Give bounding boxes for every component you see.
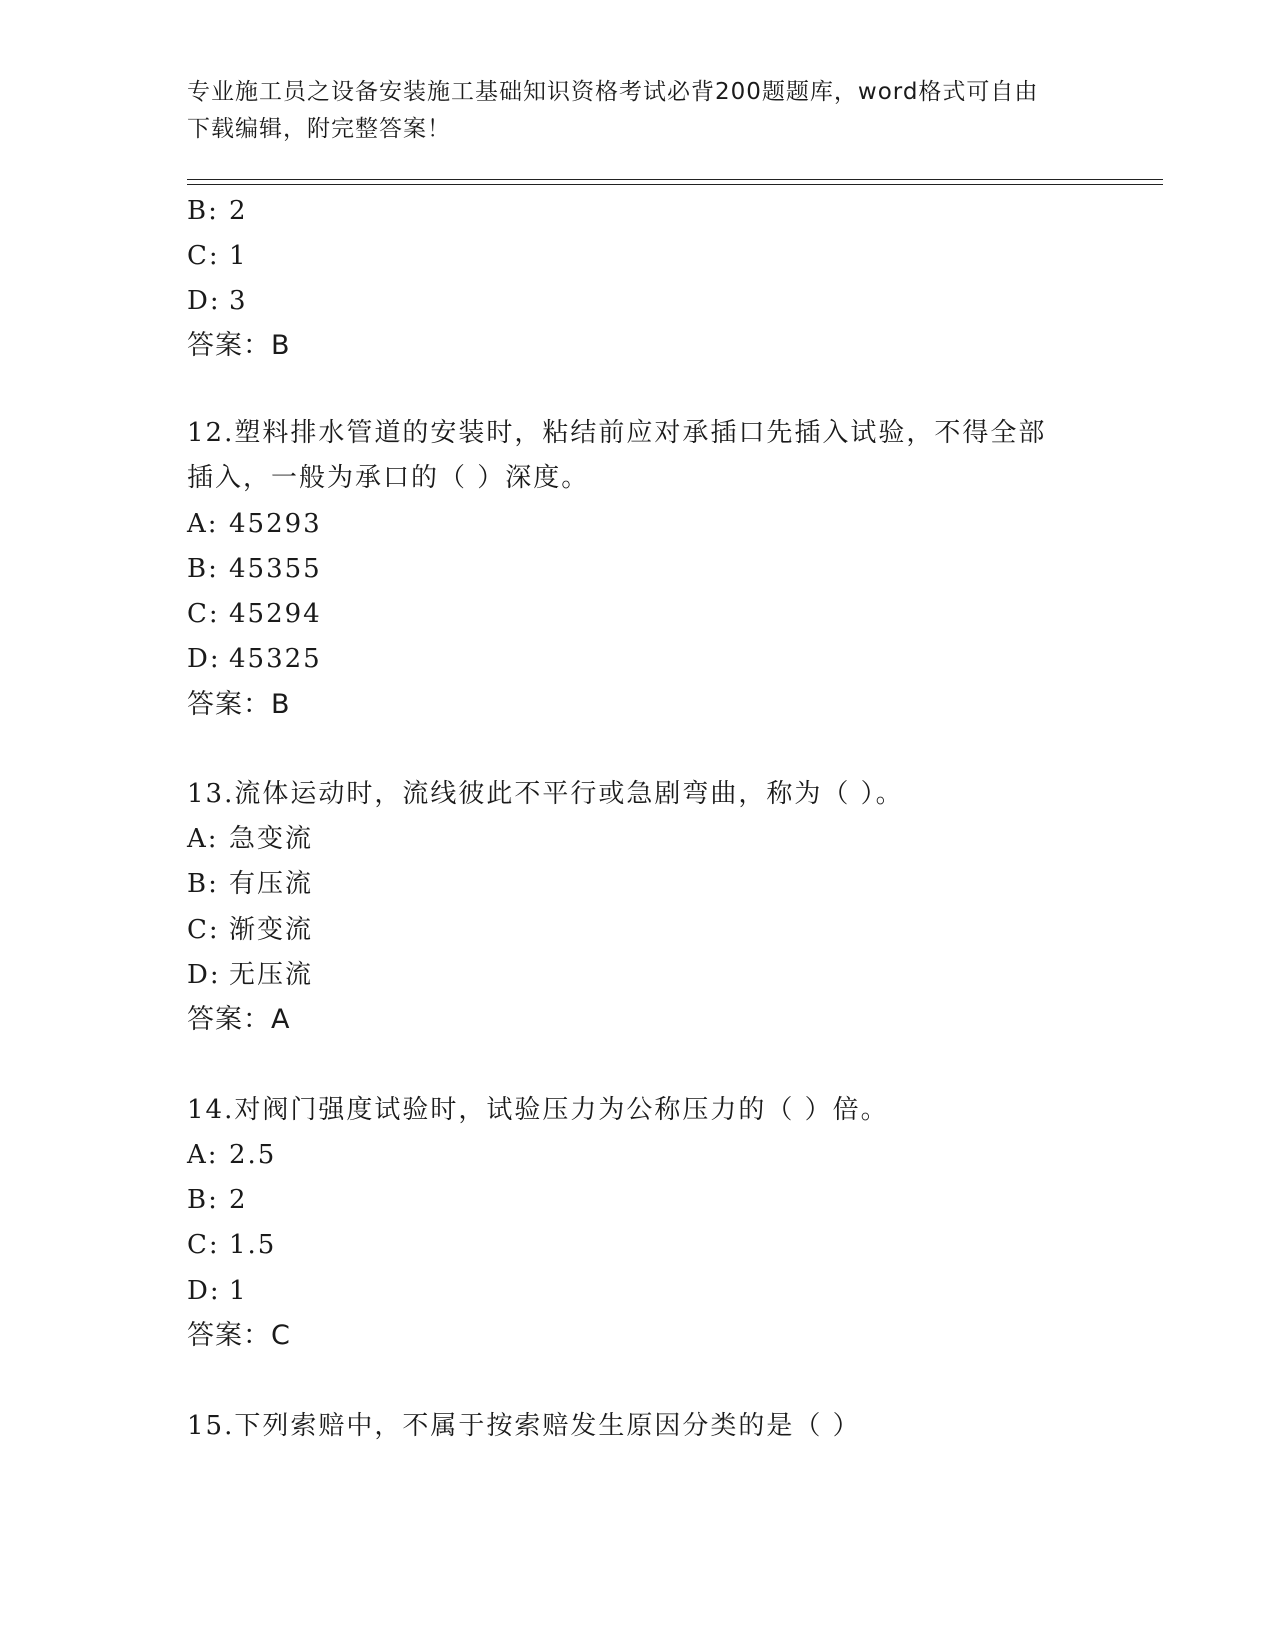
- question-14-option-d: D: 1: [187, 1276, 248, 1306]
- question-12-option-d: D: 45325: [187, 644, 322, 674]
- question-14-stem: 14.对阀门强度试验时，试验压力为公称压力的（ ）倍。: [187, 1095, 889, 1125]
- question-14-option-b: B: 2: [187, 1185, 248, 1215]
- question-12-stem-line-2: 插入，一般为承口的（ ）深度。: [187, 463, 590, 493]
- question-15-stem: 15.下列索赔中，不属于按索赔发生原因分类的是（ ）: [187, 1411, 861, 1441]
- question-12-option-b: B: 45355: [187, 554, 322, 584]
- header-title-line-1: 专业施工员之设备安装施工基础知识资格考试必背200题题库，word格式可自由: [187, 79, 1039, 105]
- question-14-option-a: A: 2.5: [187, 1140, 277, 1170]
- header-title-line-2: 下载编辑，附完整答案！: [187, 116, 451, 142]
- question-14-answer: 答案：C: [187, 1320, 291, 1351]
- question-13-option-d: D: 无压流: [187, 960, 314, 990]
- header-divider-bottom: [187, 184, 1163, 185]
- question-13-option-a: A: 急变流: [187, 824, 314, 854]
- question-14-option-c: C: 1.5: [187, 1230, 277, 1260]
- header-divider-top: [187, 179, 1163, 180]
- question-13-option-c: C: 渐变流: [187, 915, 314, 945]
- question-12-option-a: A: 45293: [187, 509, 322, 539]
- question-13-option-b: B: 有压流: [187, 869, 314, 899]
- option-b: B: 2: [187, 196, 248, 226]
- question-12-option-c: C: 45294: [187, 599, 322, 629]
- question-12-stem-line-1: 12.塑料排水管道的安装时，粘结前应对承插口先插入试验，不得全部: [187, 418, 1047, 448]
- question-13-stem: 13.流体运动时，流线彼此不平行或急剧弯曲，称为（ ）。: [187, 779, 904, 809]
- option-c: C: 1: [187, 241, 248, 271]
- question-12-answer: 答案：B: [187, 689, 291, 720]
- option-d: D: 3: [187, 286, 248, 316]
- document-header: [187, 74, 1087, 148]
- question-13-answer: 答案：A: [187, 1004, 291, 1035]
- answer-line: 答案：B: [187, 330, 291, 361]
